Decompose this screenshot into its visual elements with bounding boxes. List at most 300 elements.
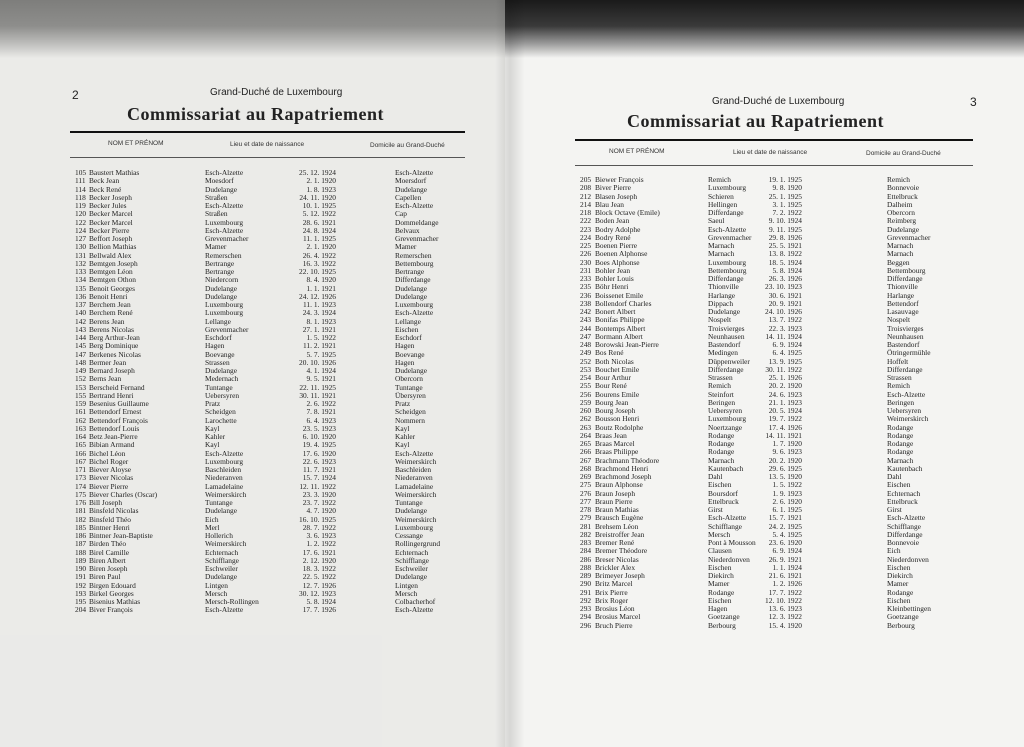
entry-number: 140	[75, 308, 87, 318]
entry-domicile: Grevenmacher	[395, 234, 439, 243]
entry-number: 296	[580, 620, 592, 630]
entry-birthdate: 1. 2. 1922	[306, 539, 336, 549]
entry-birthdate: 2. 1. 1920	[306, 242, 336, 252]
entry-domicile: Kahler	[395, 432, 416, 441]
entry-domicile: Beggen	[887, 257, 910, 267]
entry-birthplace: Bettembourg	[708, 265, 747, 275]
entry-domicile: Dudelange	[395, 572, 428, 582]
entry-name: Bohler Louis	[595, 274, 634, 283]
entry-name: Brachmond Henri	[595, 463, 649, 473]
entry-birthdate: 24. 11. 1920	[299, 192, 336, 202]
entry-name: Berscheid Fernand	[89, 382, 145, 392]
entry-domicile: Eich	[887, 546, 901, 556]
entry-birthdate: 1. 1. 1924	[772, 562, 802, 572]
entry-domicile: Marnach	[887, 249, 914, 259]
entry-number: 149	[75, 366, 87, 375]
entry-name: Boenen Alphonse	[595, 249, 648, 259]
entry-name: Bertrand Henri	[89, 390, 134, 400]
entry-birthdate: 13. 9. 1925	[768, 356, 802, 366]
country-heading: Grand-Duché de Luxembourg	[712, 96, 845, 107]
entry-domicile: Differdange	[395, 275, 431, 285]
header-rule-top	[70, 131, 465, 133]
entry-domicile: Grevenmacher	[887, 232, 931, 242]
entry-birthdate: 19. 7. 1922	[768, 414, 802, 424]
entry-number: 167	[75, 456, 87, 466]
entry-domicile: Colbacherhof	[395, 597, 436, 606]
entry-birthdate: 9. 6. 1923	[772, 447, 802, 457]
entry-number: 153	[75, 382, 87, 392]
entry-birthplace: Hagen	[205, 341, 225, 351]
entry-name: Bemtgen Othon	[89, 275, 137, 285]
entry-birthplace: Rodange	[708, 439, 735, 448]
entry-birthplace: Moesdorf	[205, 176, 234, 186]
entry-birthplace: Kautenbach	[708, 463, 744, 473]
entry-birthdate: 9. 11. 1925	[769, 224, 802, 234]
entry-domicile: Esch-Alzette	[395, 168, 434, 177]
entry-name: Block Octave (Emile)	[595, 208, 660, 217]
entry-birthplace: Steinfort	[708, 389, 734, 399]
entry-name: Brix Pierre	[595, 587, 628, 597]
entry-number: 142	[75, 316, 87, 326]
entry-number: 143	[75, 324, 87, 334]
entry-birthplace: Dudelange	[708, 307, 741, 316]
entry-birthdate: 16. 3. 1922	[302, 258, 336, 268]
entry-name: Bintner Henri	[89, 522, 130, 532]
entry-number: 182	[75, 514, 87, 524]
entry-name: Becker Pierre	[89, 225, 130, 235]
entry-birthplace: Straßen	[205, 209, 228, 219]
entry-name: Bremer Théodore	[595, 546, 648, 556]
entry-number: 155	[75, 390, 87, 400]
entry-domicile: Dudelange	[395, 366, 428, 375]
entry-birthplace: Kayl	[205, 423, 220, 433]
entry-birthdate: 19. 1. 1925	[768, 175, 802, 184]
entry-number: 231	[580, 265, 592, 275]
entry-number: 268	[580, 463, 592, 473]
entry-number: 235	[580, 282, 592, 292]
entry-name: Boutz Rodolphe	[595, 422, 644, 432]
entry-domicile: Ettelbruck	[887, 191, 918, 201]
entry-number: 136	[75, 291, 87, 301]
page-title: Commissariat au Rapatriement	[127, 104, 384, 124]
entry-name: Bettendorf Ernest	[89, 407, 142, 417]
entry-birthplace: Merl	[205, 522, 220, 532]
entry-number: 152	[75, 374, 87, 384]
entry-name: Bermer Jean	[89, 357, 127, 367]
right-page	[515, 0, 1024, 747]
entry-birthdate: 30. 6. 1921	[768, 290, 802, 300]
entry-domicile: Rodange	[887, 439, 914, 448]
entry-number: 144	[75, 333, 87, 342]
entry-number: 187	[75, 539, 87, 549]
entry-number: 191	[75, 572, 87, 582]
entry-birthdate: 15. 4. 1920	[768, 620, 802, 630]
entry-number: 289	[580, 571, 592, 580]
entry-birthplace: Mersch	[205, 588, 228, 598]
entry-birthdate: 6. 4. 1925	[772, 348, 802, 358]
entry-domicile: Bonnevoie	[887, 538, 920, 547]
entry-number: 137	[75, 300, 87, 309]
entry-name: Bemtgen Joseph	[89, 258, 138, 268]
entry-domicile: Obercorn	[887, 208, 915, 217]
page-title: Commissariat au Rapatriement	[627, 111, 884, 131]
entry-domicile: Differdange	[887, 364, 923, 374]
entry-birthplace: Niederdonven	[708, 554, 750, 564]
entry-number: 186	[75, 531, 87, 540]
entry-domicile: Harlange	[887, 290, 915, 300]
entry-domicile: Esch-Alzette	[395, 448, 434, 458]
entry-birthdate: 6. 9. 1924	[772, 340, 802, 349]
entry-birthdate: 25. 5. 1921	[768, 241, 802, 250]
entry-domicile: Eischen	[395, 324, 419, 334]
entry-birthdate: 2. 6. 1920	[772, 496, 802, 506]
entry-birthplace: Girst	[708, 505, 723, 514]
entry-domicile: Kayl	[395, 423, 410, 433]
entry-name: Biver Pierre	[595, 183, 631, 193]
entry-name: Bourens Emile	[595, 389, 640, 399]
entry-name: Boissenet Emile	[595, 290, 644, 300]
entry-name: Biever Pierre	[89, 481, 129, 491]
entry-name: Biever Nicolas	[89, 473, 134, 483]
entry-birthplace: Grevenmacher	[708, 232, 752, 242]
entry-number: 225	[580, 241, 592, 250]
entry-birthplace: Dahl	[708, 472, 723, 481]
entry-name: Bodry Adolphe	[595, 224, 641, 234]
entry-number: 230	[580, 257, 592, 267]
entry-number: 175	[75, 489, 87, 499]
entry-birthplace: Tuntange	[205, 498, 233, 507]
entry-name: Braas Jean	[595, 430, 627, 440]
entry-birthplace: Grevenmacher	[205, 234, 249, 243]
entry-number: 159	[75, 399, 87, 408]
entry-name: Besenius Guillaume	[89, 399, 149, 408]
entry-number: 124	[75, 225, 87, 235]
entry-birthplace: Echternach	[205, 547, 239, 557]
header-name: NOM ET PRÉNOM	[609, 148, 665, 155]
entry-birthdate: 6. 9. 1924	[772, 546, 802, 556]
entry-birthdate: 4. 1. 1924	[306, 366, 336, 375]
entry-birthplace: Straßen	[205, 192, 228, 202]
entry-domicile: Goetzange	[887, 612, 919, 622]
entry-domicile: Reimberg	[887, 216, 917, 226]
entry-name: Bodry René	[595, 232, 631, 242]
entry-number: 259	[580, 397, 592, 407]
entry-name: Bernard Joseph	[89, 366, 135, 375]
entry-number: 204	[75, 605, 87, 615]
entry-name: Birgen Edouard	[89, 580, 136, 590]
entry-name: Bellwald Alex	[89, 250, 132, 260]
entry-number: 242	[580, 307, 592, 316]
entry-birthdate: 19. 4. 1925	[302, 440, 336, 450]
entry-domicile: Bertrange	[395, 267, 425, 276]
entry-number: 291	[580, 587, 592, 597]
entry-birthdate: 11. 7. 1921	[303, 465, 336, 474]
entry-domicile: Differdange	[887, 274, 923, 283]
entry-name: Brehsem Léon	[595, 521, 639, 531]
entry-birthplace: Esch-Alzette	[205, 605, 244, 615]
entry-domicile: Schifflange	[395, 555, 429, 565]
entry-birthdate: 3. 6. 1923	[306, 531, 336, 540]
entry-number: 249	[580, 348, 592, 358]
entry-name: Bohler Jean	[595, 265, 631, 275]
entry-birthdate: 7. 2. 1922	[772, 208, 802, 217]
entry-birthdate: 16. 10. 1925	[299, 514, 336, 524]
entry-birthplace: Lellange	[205, 316, 231, 326]
entry-birthdate: 1. 5. 1922	[772, 480, 802, 490]
entry-domicile: Remich	[887, 175, 910, 184]
entry-birthdate: 22. 6. 1923	[302, 456, 336, 466]
entry-domicile: Kayl	[395, 440, 410, 450]
entry-domicile: Remerschen	[395, 250, 432, 260]
entry-name: Boenen Pierre	[595, 241, 638, 250]
entry-domicile: Esch-Alzette	[395, 308, 434, 318]
entry-birthplace: Ettelbruck	[708, 496, 739, 506]
entry-birthdate: 20. 2. 1920	[768, 381, 802, 391]
entry-birthplace: Harlange	[708, 290, 736, 300]
entry-birthplace: Weimerskirch	[205, 489, 247, 499]
entry-birthplace: Luxembourg	[205, 456, 244, 466]
entry-birthplace: Differdange	[708, 274, 744, 283]
entry-number: 161	[75, 407, 87, 417]
entry-birthplace: Scheidgen	[205, 407, 236, 417]
entry-birthplace: Mersch	[708, 529, 731, 539]
entry-domicile: Dudelange	[395, 291, 428, 301]
entry-number: 276	[580, 488, 592, 498]
entry-birthplace: Uebersyren	[205, 390, 240, 400]
entry-domicile: Lasauvage	[887, 307, 919, 316]
entry-birthdate: 15. 7. 1924	[302, 473, 336, 483]
entry-birthdate: 24. 2. 1925	[768, 521, 802, 531]
entry-birthplace: Luxembourg	[708, 257, 747, 267]
entry-birthdate: 20. 2. 1920	[768, 455, 802, 465]
entry-name: Betz Jean-Pierre	[89, 432, 138, 441]
entry-name: Benoit Georges	[89, 283, 136, 293]
entry-number: 223	[580, 224, 592, 234]
entry-name: Bettendorf Louis	[89, 423, 140, 433]
entry-birthdate: 17. 6. 1920	[302, 448, 336, 458]
entry-birthplace: Eschweiler	[205, 564, 238, 573]
entry-number: 176	[75, 498, 87, 507]
entry-number: 252	[580, 356, 592, 366]
entry-name: Bichel Roger	[89, 456, 129, 466]
entry-number: 277	[580, 496, 592, 506]
header-rule-bottom	[575, 165, 973, 166]
entry-name: Berg Dominique	[89, 341, 139, 351]
entry-domicile: Strassen	[887, 373, 912, 382]
entry-domicile: Bastendorf	[887, 340, 920, 349]
entry-birthdate: 11. 1. 1923	[303, 300, 336, 309]
entry-name: Bisenius Mathias	[89, 597, 141, 606]
entry-birthdate: 13. 6. 1923	[768, 604, 802, 613]
entry-domicile: Dalheim	[887, 199, 913, 209]
entry-name: Blau Jean	[595, 199, 624, 209]
entry-birthplace: Weimerskirch	[205, 539, 247, 549]
entry-name: Braun Pierre	[595, 496, 633, 506]
entry-birthplace: Eich	[205, 514, 219, 524]
header-rule-top	[575, 139, 973, 141]
entry-birthplace: Esch-Alzette	[708, 513, 747, 523]
entry-number: 120	[75, 209, 87, 219]
entry-birthdate: 1. 9. 1923	[772, 488, 802, 498]
entry-birthplace: Hagen	[708, 604, 728, 613]
entry-birthdate: 30. 11. 1922	[765, 364, 802, 374]
entry-birthdate: 22. 3. 1923	[768, 323, 802, 333]
entry-number: 132	[75, 258, 87, 268]
entry-name: Borowski Jean-Pierre	[595, 340, 659, 349]
entry-domicile: Differdange	[887, 529, 923, 539]
entry-birthplace: Luxembourg	[708, 183, 747, 193]
entry-domicile: Rollingergrund	[395, 539, 441, 549]
entry-birthdate: 24. 10. 1926	[765, 307, 802, 316]
entry-name: Braas Philippe	[595, 447, 639, 457]
entry-name: Binsfeld Nicolas	[89, 506, 139, 516]
entry-birthplace: Esch-Alzette	[205, 448, 244, 458]
entry-number: 171	[75, 465, 87, 474]
entry-name: Berens Nicolas	[89, 324, 134, 334]
entry-number: 162	[75, 415, 87, 425]
entry-birthplace: Diekirch	[708, 571, 734, 580]
entry-birthdate: 13. 8. 1922	[768, 249, 802, 259]
entry-number: 226	[580, 249, 592, 259]
entry-birthdate: 23. 10. 1923	[765, 282, 802, 292]
entry-domicile: Cap	[395, 209, 407, 219]
entry-birthdate: 23. 5. 1923	[302, 423, 336, 433]
entry-number: 127	[75, 234, 87, 243]
entry-birthdate: 26. 4. 1922	[302, 250, 336, 260]
entry-number: 190	[75, 564, 87, 573]
entry-name: Berchem René	[89, 308, 133, 318]
entry-birthplace: Medingen	[708, 348, 738, 358]
entry-birthdate: 1. 8. 1923	[306, 184, 336, 194]
entry-birthdate: 5. 4. 1925	[772, 529, 802, 539]
entry-birthplace: Rodange	[708, 430, 735, 440]
entry-birthplace: Uebersyren	[708, 406, 743, 415]
entry-birthdate: 24. 8. 1924	[302, 225, 336, 235]
entry-birthplace: Baschleiden	[205, 465, 242, 474]
entry-birthdate: 12. 3. 1922	[768, 612, 802, 622]
entry-name: Bourg Jean	[595, 397, 629, 407]
entry-domicile: Echternach	[887, 488, 921, 498]
entry-number: 185	[75, 522, 87, 532]
entry-birthdate: 21. 6. 1921	[768, 571, 802, 580]
entry-number: 148	[75, 357, 87, 367]
entry-birthplace: Berbourg	[708, 620, 736, 630]
entry-birthdate: 9. 10. 1924	[768, 216, 802, 226]
entry-number: 233	[580, 274, 592, 283]
entry-number: 275	[580, 480, 592, 490]
entry-name: Bichel Léon	[89, 448, 126, 458]
entry-number: 145	[75, 341, 87, 351]
entry-birthplace: Pont à Mousson	[708, 538, 756, 547]
entry-birthplace: Dudelange	[205, 506, 238, 516]
entry-birthdate: 11. 2. 1921	[303, 341, 336, 351]
entry-birthplace: Kahler	[205, 432, 226, 441]
entry-birthdate: 25. 1. 1925	[768, 191, 802, 201]
entry-birthplace: Neunhausen	[708, 331, 745, 341]
entry-number: 254	[580, 373, 592, 382]
entry-domicile: Capellen	[395, 192, 422, 202]
entry-number: 114	[75, 184, 86, 194]
entry-name: Biever Aloyse	[89, 465, 132, 474]
entry-birthplace: Bertrange	[205, 258, 235, 268]
entry-birthdate: 17. 6. 1921	[302, 547, 336, 557]
entry-name: Braun Alphonse	[595, 480, 643, 490]
entry-birthplace: Strassen	[205, 357, 230, 367]
entry-birthdate: 8. 4. 1920	[306, 275, 336, 285]
entry-birthplace: Tuntange	[205, 382, 233, 392]
entry-name: Braas Marcel	[595, 439, 635, 448]
entry-name: Biren Albert	[89, 555, 126, 565]
entry-birthplace: Pratz	[205, 399, 221, 408]
entry-name: Beck Jean	[89, 176, 120, 186]
entry-domicile: Troisvierges	[887, 323, 924, 333]
entry-birthdate: 14. 11. 1924	[765, 331, 802, 341]
entry-name: Becker Jules	[89, 201, 127, 210]
entry-domicile: Rodange	[887, 422, 914, 432]
entry-birthdate: 28. 7. 1922	[302, 522, 336, 532]
entry-domicile: Eischen	[887, 595, 911, 605]
entry-birthplace: Beringen	[708, 397, 736, 407]
entry-birthdate: 2. 6. 1922	[306, 399, 336, 408]
entry-birthplace: Niederanven	[205, 473, 243, 483]
header-rule-bottom	[70, 157, 465, 158]
entry-name: Brosius Léon	[595, 604, 635, 613]
entry-birthdate: 6. 1. 1925	[772, 505, 802, 514]
entry-name: Brimeyer Joseph	[595, 571, 645, 580]
entry-domicile: Lintgen	[395, 580, 418, 590]
entry-name: Bill Joseph	[89, 498, 123, 507]
entry-birthdate: 30. 11. 1921	[299, 390, 336, 400]
entry-name: Britz Marcel	[595, 579, 633, 589]
entry-birthplace: Mamer	[205, 242, 227, 252]
entry-domicile: Dudelange	[887, 224, 920, 234]
entry-domicile: Cessange	[395, 531, 423, 540]
entry-domicile: Neunhausen	[887, 331, 924, 341]
entry-name: Bonifas Philippe	[595, 315, 645, 325]
entry-name: Berg Arthur-Jean	[89, 333, 140, 342]
entry-birthdate: 17. 7. 1926	[302, 605, 336, 615]
entry-domicile: Dudelange	[395, 506, 428, 516]
entry-birthplace: Remich	[708, 175, 731, 184]
entry-birthplace: Esch-Alzette	[205, 201, 244, 210]
entry-domicile: Übersyren	[395, 390, 426, 400]
entry-birthplace: Hollerich	[205, 531, 233, 540]
entry-domicile: Ettelbruck	[887, 496, 918, 506]
entry-birthplace: Marnach	[708, 455, 735, 465]
entry-birthdate: 1. 2. 1926	[772, 579, 802, 589]
entry-birthdate: 2. 1. 1920	[306, 176, 336, 186]
entry-name: Böhr Henri	[595, 282, 629, 292]
entry-name: Becker Marcel	[89, 217, 133, 227]
entry-domicile: Kautenbach	[887, 463, 923, 473]
entry-name: Berns Jean	[89, 374, 122, 384]
entry-birthplace: Schieren	[708, 191, 734, 201]
entry-birthdate: 28. 6. 1921	[302, 217, 336, 227]
entry-number: 264	[580, 430, 592, 440]
entry-number: 111	[75, 176, 86, 186]
entry-number: 266	[580, 447, 592, 457]
entry-birthdate: 5. 7. 1925	[306, 349, 336, 359]
entry-birthplace: Troisvierges	[708, 323, 745, 333]
entry-birthdate: 20. 5. 1924	[768, 406, 802, 415]
entry-birthplace: Saeul	[708, 216, 725, 226]
entry-birthdate: 4. 7. 1920	[306, 506, 336, 516]
entry-domicile: Eschweiler	[395, 564, 428, 573]
entry-birthdate: 26. 3. 1926	[768, 274, 802, 283]
entry-birthdate: 30. 12. 1923	[299, 588, 336, 598]
entry-birthplace: Dippach	[708, 298, 734, 308]
entry-birthdate: 24. 12. 1926	[299, 291, 336, 301]
